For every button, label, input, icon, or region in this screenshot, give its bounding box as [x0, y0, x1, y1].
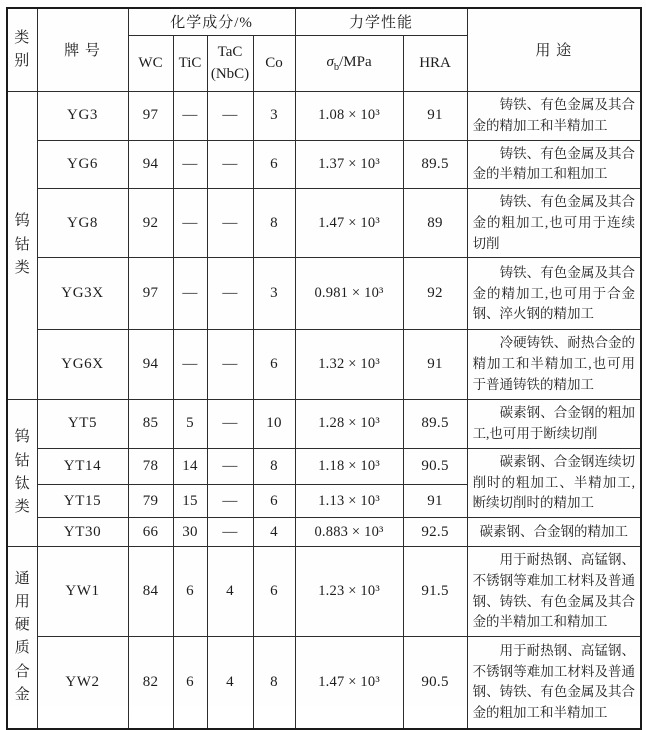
co-cell: 8 — [253, 637, 295, 729]
tic-cell: 5 — [173, 399, 207, 448]
tic-cell: 15 — [173, 484, 207, 517]
table-row-yg6x — [7, 330, 641, 399]
tic-cell: — — [173, 91, 207, 140]
category-cell-yt — [7, 399, 37, 546]
header-tac — [207, 35, 253, 91]
sigma-cell: 1.23 × 10³ — [295, 547, 403, 637]
header-sigma — [295, 35, 403, 91]
tic-cell: — — [173, 189, 207, 258]
hra-cell: 89.5 — [403, 399, 467, 448]
wc-cell: 92 — [128, 189, 173, 258]
tic-cell: — — [173, 258, 207, 330]
hra-cell: 90.5 — [403, 448, 467, 484]
tac-cell: — — [207, 448, 253, 484]
hra-cell: 91 — [403, 484, 467, 517]
usage-cell-merged-yt14-yt15: 碳素钢、合金钢连续切削时的粗加工、半精加工,断续切削时的精加工 — [467, 448, 641, 517]
co-cell: 6 — [253, 330, 295, 399]
header-category-label: 类别 — [14, 29, 31, 69]
tac-cell: — — [207, 399, 253, 448]
co-cell: 4 — [253, 518, 295, 547]
hra-cell: 89 — [403, 189, 467, 258]
co-cell: 6 — [253, 140, 295, 189]
table-row-yw1 — [7, 547, 641, 637]
grade-cell: YG6X — [37, 330, 128, 399]
tac-cell: 4 — [207, 637, 253, 729]
tac-cell: — — [207, 258, 253, 330]
wc-cell: 78 — [128, 448, 173, 484]
usage-cell: 铸铁、有色金属及其合金的精加工和半精加工 — [467, 91, 641, 140]
hra-cell: 91.5 — [403, 547, 467, 637]
hra-cell: 89.5 — [403, 140, 467, 189]
header-co: Co — [253, 35, 295, 91]
table-row-yw2 — [7, 637, 641, 729]
usage-cell: 冷硬铸铁、耐热合金的精加工和半精加工,也可用于普通铸铁的精加工 — [467, 330, 641, 399]
wc-cell: 97 — [128, 258, 173, 330]
table-row-yg3x — [7, 258, 641, 330]
wc-cell: 82 — [128, 637, 173, 729]
category-cell-yg — [7, 91, 37, 399]
usage-cell: 铸铁、有色金属及其合金的精加工,也可用于合金钢、淬火钢的精加工 — [467, 258, 641, 330]
wc-cell: 94 — [128, 140, 173, 189]
header-wc: WC — [128, 35, 173, 91]
header-tic: TiC — [173, 35, 207, 91]
sigma-cell: 1.08 × 10³ — [295, 91, 403, 140]
tac-cell: — — [207, 484, 253, 517]
wc-cell: 84 — [128, 547, 173, 637]
usage-cell: 铸铁、有色金属及其合金的粗加工,也可用于连续切削 — [467, 189, 641, 258]
grade-cell: YG3X — [37, 258, 128, 330]
table-row-yg3 — [7, 91, 641, 140]
grade-cell: YT30 — [37, 518, 128, 547]
grade-cell: YW2 — [37, 637, 128, 729]
tac-cell: 4 — [207, 547, 253, 637]
sigma-unit: /MPa — [339, 53, 372, 70]
sigma-symbol: σ — [326, 53, 334, 70]
table-row-yg6 — [7, 140, 641, 189]
header-chem-group: 化学成分/% — [128, 8, 295, 35]
header-hra: HRA — [403, 35, 467, 91]
usage-cell: 碳素钢、合金钢的精加工 — [467, 518, 641, 547]
table-row-yt30 — [7, 518, 641, 547]
tic-cell: 30 — [173, 518, 207, 547]
hra-cell: 91 — [403, 330, 467, 399]
co-cell: 6 — [253, 484, 295, 517]
category-cell-yw — [7, 547, 37, 729]
hra-cell: 92 — [403, 258, 467, 330]
sigma-cell: 1.37 × 10³ — [295, 140, 403, 189]
category-label-yt: 钨钴钛类 — [14, 429, 30, 516]
grade-cell: YT5 — [37, 399, 128, 448]
carbide-grades-table — [6, 7, 642, 730]
sigma-cell: 1.18 × 10³ — [295, 448, 403, 484]
grade-cell: YW1 — [37, 547, 128, 637]
wc-cell: 79 — [128, 484, 173, 517]
header-mech-group: 力学性能 — [295, 8, 467, 35]
wc-cell: 97 — [128, 91, 173, 140]
hra-cell: 92.5 — [403, 518, 467, 547]
wc-cell: 85 — [128, 399, 173, 448]
usage-cell: 用于耐热钢、高锰钢、不锈钢等难加工材料及普通钢、铸铁、有色金属及其合金的半精加工和精加工 — [467, 547, 641, 637]
header-category — [7, 8, 37, 91]
table-row-yt14 — [7, 448, 641, 484]
table-row-yg8 — [7, 189, 641, 258]
grade-cell: YT14 — [37, 448, 128, 484]
sigma-cell: 1.13 × 10³ — [295, 484, 403, 517]
wc-cell: 66 — [128, 518, 173, 547]
sigma-cell: 1.32 × 10³ — [295, 330, 403, 399]
sigma-cell: 1.47 × 10³ — [295, 637, 403, 729]
grade-cell: YG8 — [37, 189, 128, 258]
hra-cell: 91 — [403, 91, 467, 140]
header-grade: 牌 号 — [37, 8, 128, 91]
co-cell: 3 — [253, 91, 295, 140]
tic-cell: 14 — [173, 448, 207, 484]
co-cell: 8 — [253, 189, 295, 258]
grade-cell: YT15 — [37, 484, 128, 517]
sigma-cell: 0.981 × 10³ — [295, 258, 403, 330]
tic-cell: — — [173, 140, 207, 189]
sigma-cell: 1.28 × 10³ — [295, 399, 403, 448]
sigma-cell: 1.47 × 10³ — [295, 189, 403, 258]
grade-cell: YG6 — [37, 140, 128, 189]
co-cell: 8 — [253, 448, 295, 484]
usage-cell: 铸铁、有色金属及其合金的半精加工和粗加工 — [467, 140, 641, 189]
category-label-yg: 钨钴类 — [14, 213, 30, 276]
sigma-subscript: b — [333, 61, 340, 73]
header-usage: 用 途 — [467, 8, 641, 91]
usage-cell: 碳素钢、合金钢的粗加工,也可用于断续切削 — [467, 399, 641, 448]
co-cell: 6 — [253, 547, 295, 637]
tic-cell: 6 — [173, 547, 207, 637]
sigma-cell: 0.883 × 10³ — [295, 518, 403, 547]
hra-cell: 90.5 — [403, 637, 467, 729]
header-tac-line1: TaC — [217, 43, 243, 60]
wc-cell: 94 — [128, 330, 173, 399]
tic-cell: — — [173, 330, 207, 399]
tac-cell: — — [207, 518, 253, 547]
grade-cell: YG3 — [37, 91, 128, 140]
tac-cell: — — [207, 91, 253, 140]
header-tac-line2: (NbC) — [210, 66, 250, 82]
tac-cell: — — [207, 330, 253, 399]
header-row-groups — [7, 8, 641, 35]
co-cell: 3 — [253, 258, 295, 330]
category-label-yw: 通用硬质合金 — [14, 570, 30, 703]
tac-cell: — — [207, 140, 253, 189]
tac-cell: — — [207, 189, 253, 258]
usage-cell: 用于耐热钢、高锰钢、不锈钢等难加工材料及普通钢、铸铁、有色金属及其合金的粗加工和半精加工 — [467, 637, 641, 729]
tic-cell: 6 — [173, 637, 207, 729]
table-row-yt5 — [7, 399, 641, 448]
co-cell: 10 — [253, 399, 295, 448]
